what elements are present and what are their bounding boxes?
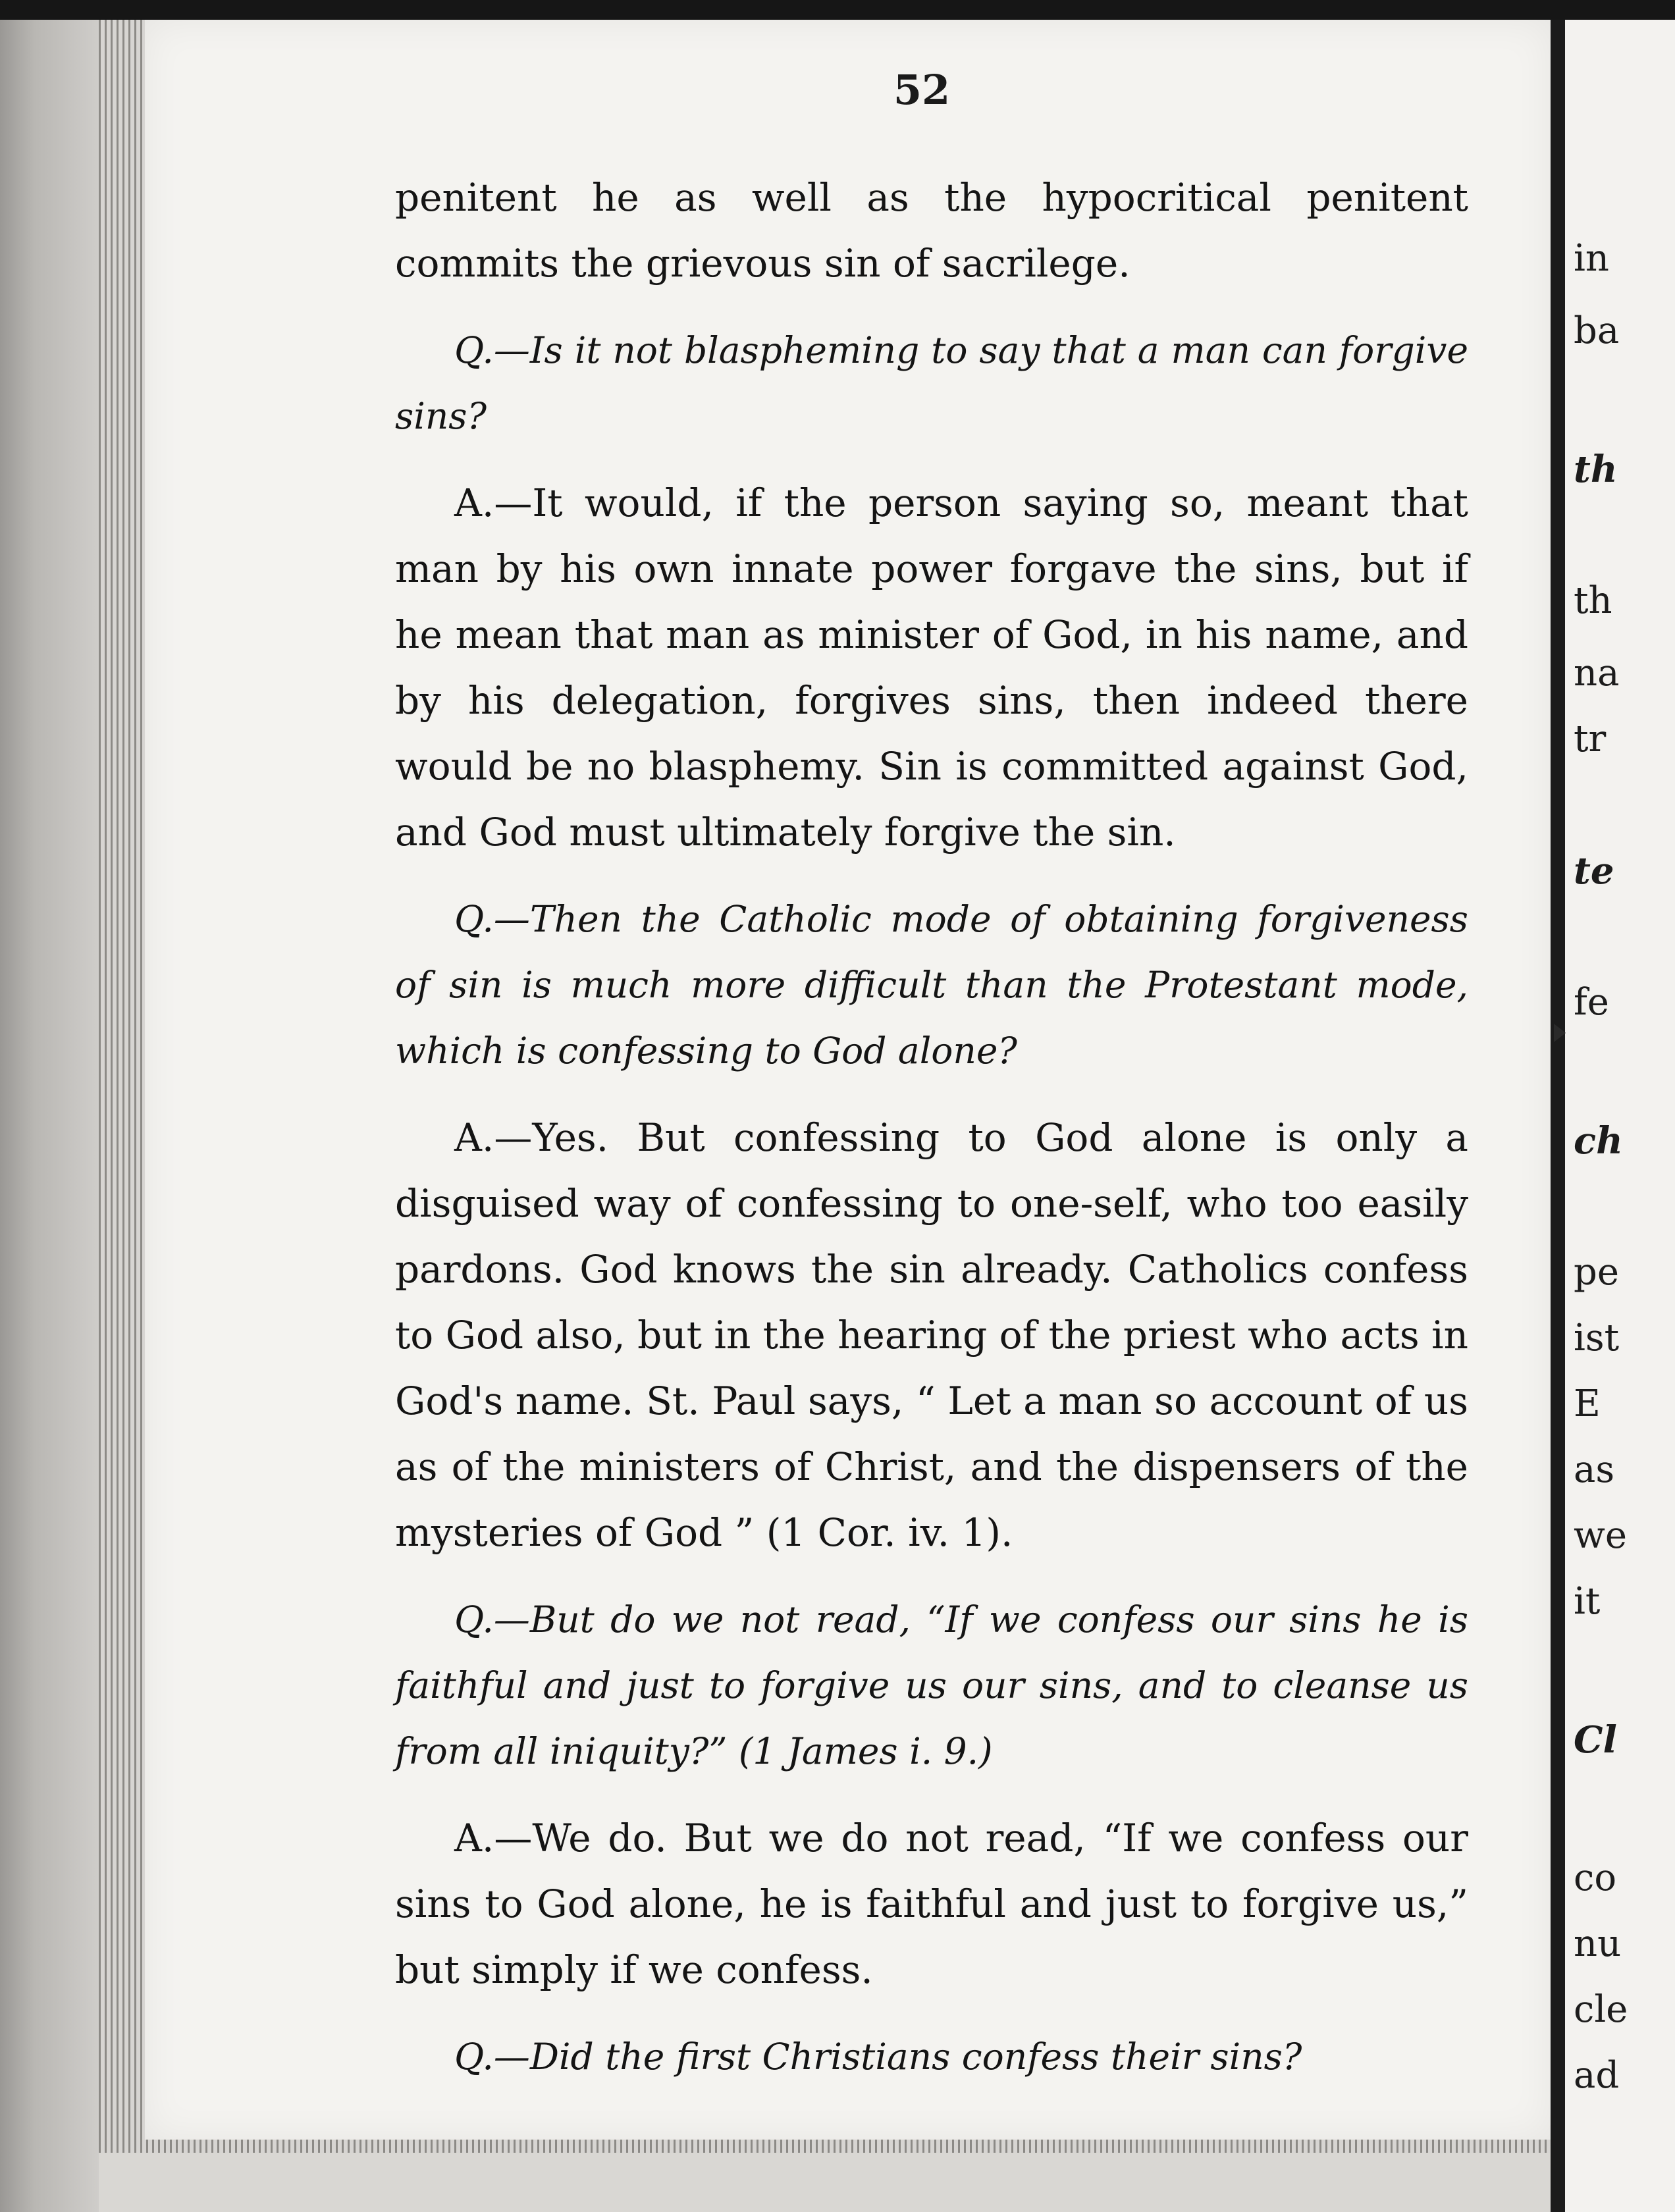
paragraph-continuation: penitent he as well as the hypocritical penitent commits the grievous sin of sacrilege. [395, 175, 1468, 286]
right-page-fragment: as [1574, 1448, 1615, 1491]
right-page-fragment: cle [1574, 1988, 1628, 2031]
right-page-fragment: ist [1574, 1317, 1620, 1359]
book-left-edge [0, 20, 99, 2212]
right-page-fragment: th [1574, 448, 1618, 491]
right-page-fragment: pe [1574, 1251, 1619, 1294]
question-paragraph: Q.—Did the first Christians confess their sins? [454, 2036, 1302, 2078]
margin-arrow-icon [1554, 1024, 1566, 1042]
right-page-fragment: in [1574, 237, 1609, 280]
answer-paragraph: A.—It would, if the person saying so, meant that man by his own innate power forgave the sins, but if he mean that man as minister of God, in his name, and by his delegation, forgives sins, then indeed there would be no blasphemy. Sin is committed against God, and God must ultimately forgive the sin. [395, 481, 1468, 855]
right-page-fragment: na [1574, 652, 1620, 695]
right-page-fragment: we [1574, 1514, 1628, 1557]
right-page-fragment: th [1574, 579, 1612, 622]
scan-top-border [0, 0, 1675, 20]
right-page-fragment: ad [1574, 2054, 1620, 2097]
page-text-column [395, 165, 1468, 2111]
answer-paragraph: A.—Yes. But confessing to God alone is only a disguised way of confessing to one-self, who too easily pardons. God knows the sin already. Catholics confess to God also, but in the hearing of the priest who acts in God's name. St. Paul says, “ Let a man so account of us as of the ministers of Christ, and the dispensers of the mysteries of God ” (1 Cor. iv. 1). [395, 1115, 1468, 1555]
right-page-fragment: te [1574, 849, 1614, 893]
right-page-fragment: it [1574, 1580, 1601, 1623]
right-page-fragment: ba [1574, 309, 1620, 352]
question-paragraph: Q.—Is it not blaspheming to say that a man can forgive sins? [395, 329, 1468, 437]
page-bottom-edge [99, 2153, 1551, 2212]
answer-paragraph: A.—We do. But we do not read, “If we confess our sins to God alone, he is faithful and just to forgive us,” but simply if we confess. [395, 1816, 1468, 1992]
right-page-fragment: ch [1574, 1119, 1623, 1163]
right-page-fragment: nu [1574, 1922, 1622, 1965]
right-page-fragment: tr [1574, 718, 1607, 760]
right-page-fragment: fe [1574, 981, 1609, 1024]
right-page-fragment: co [1574, 1856, 1617, 1899]
right-page-fragment: Cl [1574, 1718, 1617, 1762]
question-paragraph: Q.—But do we not read, “If we confess our sins he is faithful and just to forgive us our sins, and to cleanse us from all iniquity?” (1 James i. 9.) [395, 1598, 1468, 1772]
question-paragraph: Q.—Then the Catholic mode of obtaining forgiveness of sin is much more difficult than the Protestant mode, which is confessing to God alone? [395, 898, 1468, 1072]
page-number: 52 [893, 66, 951, 114]
book-gutter [1551, 20, 1565, 2212]
right-page-fragment: E [1574, 1382, 1601, 1425]
